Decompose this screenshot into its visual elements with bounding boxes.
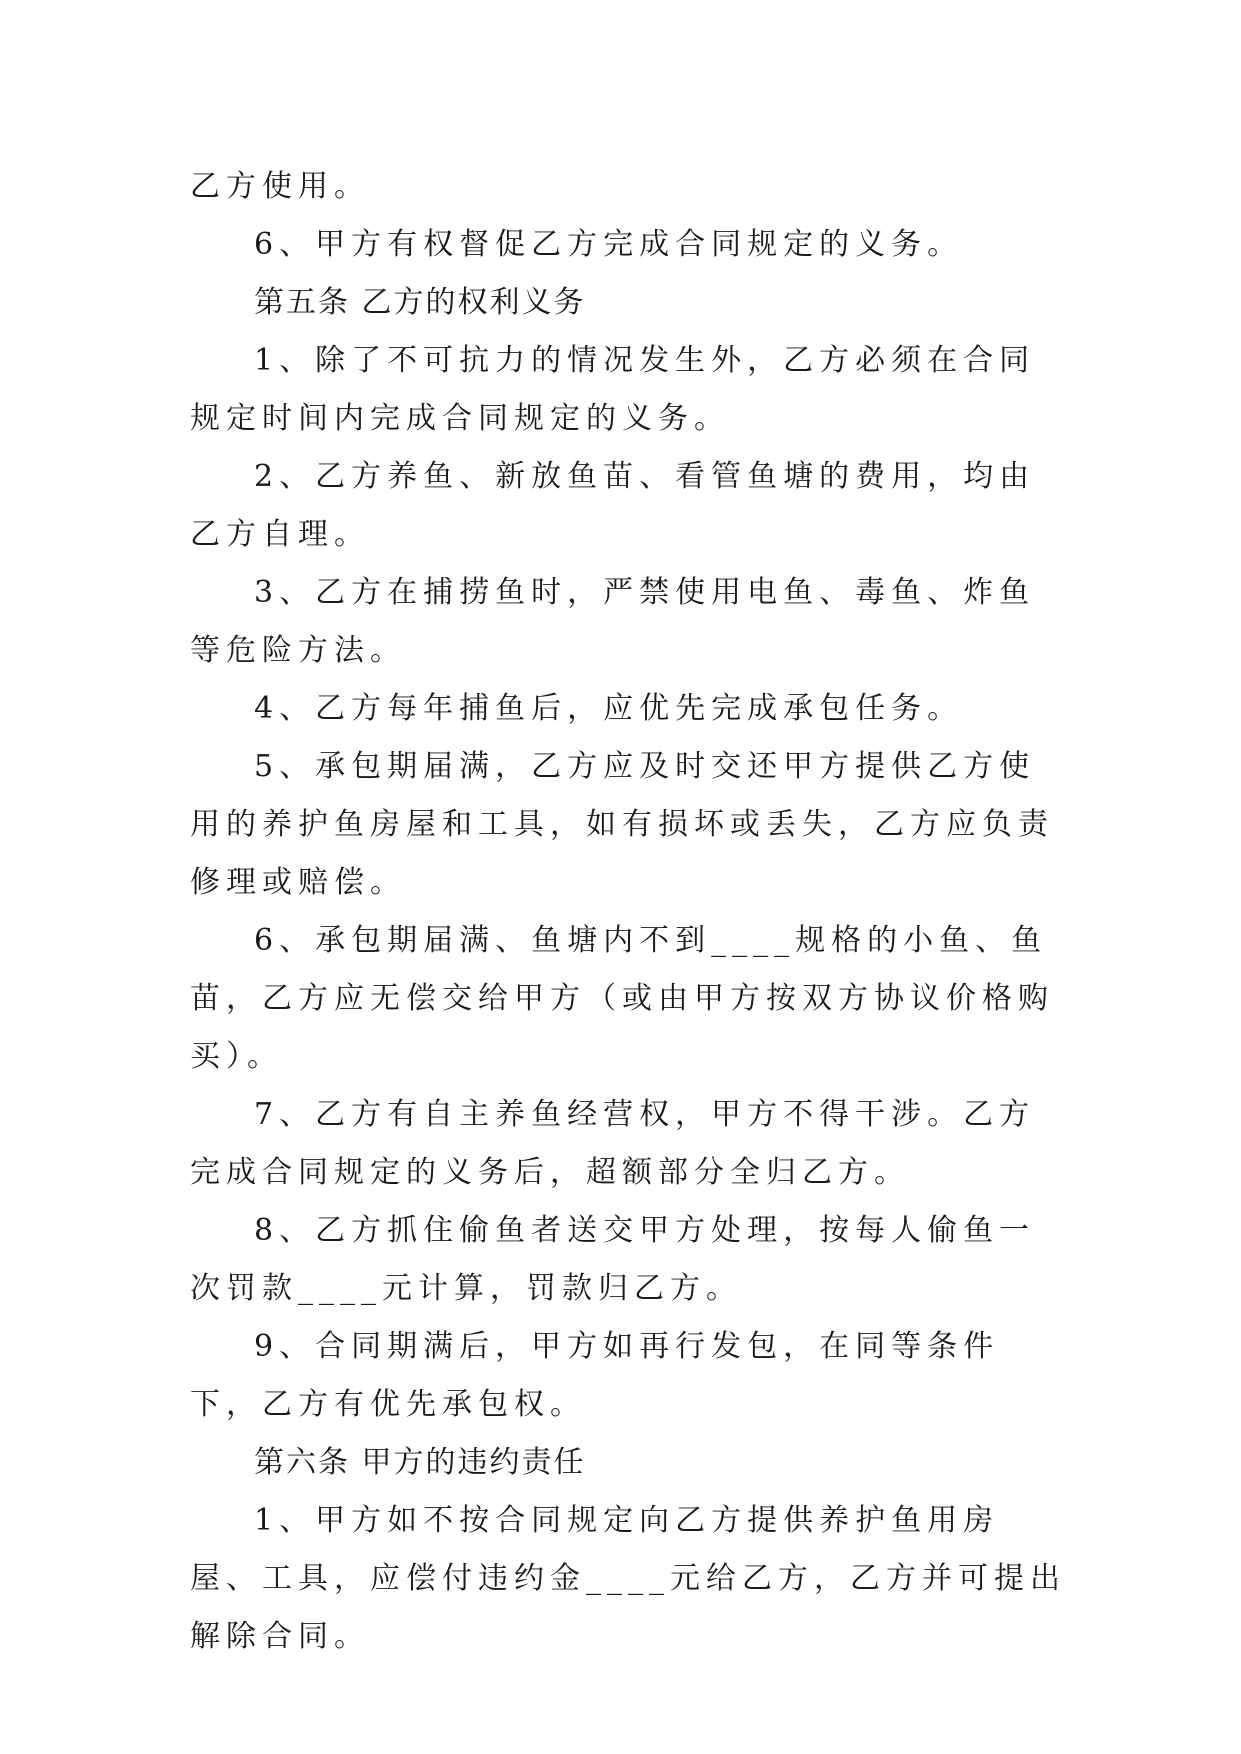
paragraph-clause-5-1: 1、除了不可抗力的情况发生外，乙方必须在合同规定时间内完成合同规定的义务。 (190, 343, 1036, 436)
paragraph-continuation: 乙方使用。 (190, 169, 370, 204)
paragraph-clause-5-7: 7、乙方有自主养鱼经营权，甲方不得干涉。乙方完成合同规定的义务后，超额部分全归乙方。 (190, 1097, 1036, 1190)
paragraph-clause-5-5: 5、承包期届满，乙方应及时交还甲方提供乙方使用的养护鱼房屋和工具，如有损坏或丢失，乙方应负责修理或赔偿。 (190, 749, 1054, 900)
paragraph-clause-5-2: 2、乙方养鱼、新放鱼苗、看管鱼塘的费用，均由乙方自理。 (190, 459, 1036, 552)
paragraph-clause-5-8: 8、乙方抓住偷鱼者送交甲方处理，按每人偷鱼一次罚款____元计算，罚款归乙方。 (190, 1213, 1036, 1306)
paragraph-clause-5-3: 3、乙方在捕捞鱼时，严禁使用电鱼、毒鱼、炸鱼等危险方法。 (190, 575, 1036, 668)
paragraph-clause-6-1: 1、甲方如不按合同规定向乙方提供养护鱼用房屋、工具，应偿付违约金____元给乙方，乙方并可提出解除合同。 (190, 1503, 1066, 1654)
section-heading-article-6: 第六条 甲方的违约责任 (254, 1445, 586, 1480)
paragraph-clause-5-6: 6、承包期届满、鱼塘内不到____规格的小鱼、鱼苗，乙方应无偿交给甲方（或由甲方按双方协议价格购买）。 (190, 923, 1054, 1074)
section-heading-article-5: 第五条 乙方的权利义务 (254, 285, 586, 320)
document-body (190, 158, 1070, 1666)
paragraph-clause-4-6: 6、甲方有权督促乙方完成合同规定的义务。 (254, 227, 964, 262)
paragraph-clause-5-4: 4、乙方每年捕鱼后，应优先完成承包任务。 (254, 691, 964, 726)
paragraph-clause-5-9: 9、合同期满后，甲方如再行发包，在同等条件下，乙方有优先承包权。 (190, 1329, 1000, 1422)
